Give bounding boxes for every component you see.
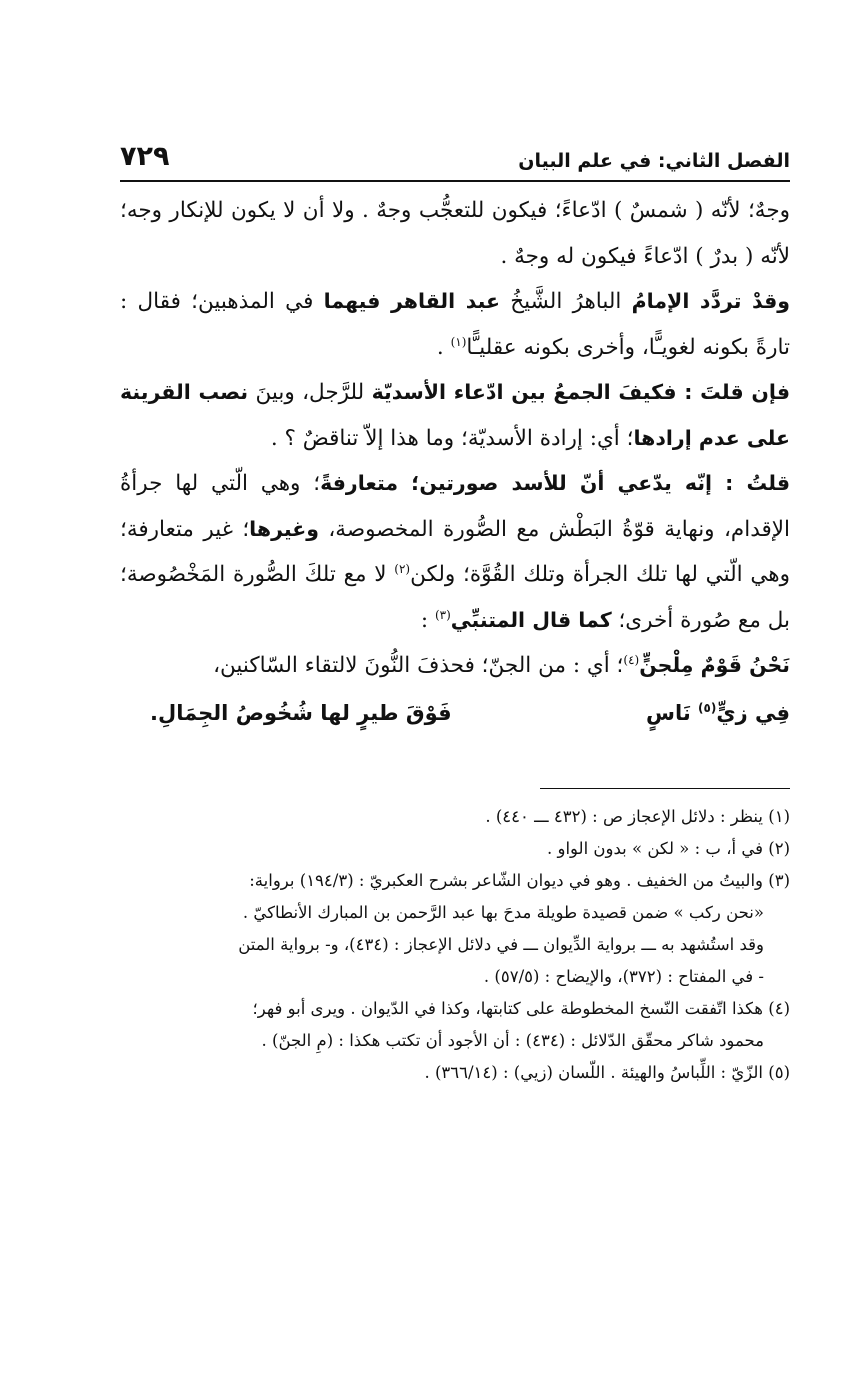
bold-phrase: كما قال المتنبِّي	[450, 607, 612, 632]
paragraph-1	[120, 188, 790, 279]
footnote-ref-3[interactable]: (٣)	[434, 607, 451, 622]
running-header	[120, 130, 790, 182]
footnote-ref-1[interactable]: (١)	[450, 334, 467, 349]
footnote-1: (١) ينظر : دلائل الإعجاز ص : (٤٣٢ ـــ ٤٤٠) .	[485, 807, 790, 826]
text-run: الباهرُ الشَّيخُ	[499, 289, 632, 314]
bold-phrase: عبد القاهر فيهما	[323, 289, 500, 313]
page-number: ٧٢٩	[120, 141, 170, 172]
bold-phrase: وقدْ تردَّد الإمامُ	[631, 289, 791, 313]
text-run: ؛ غير متعارفة؛ وهي الّتي لها تلك الجرأة وتلك القُوَّة؛ ولكن	[120, 516, 790, 587]
bold-phrase: فإن قلتَ : فكيفَ الجمعُ بين ادّعاء الأسديّة	[371, 380, 790, 404]
paragraph-2	[120, 279, 790, 370]
verse-second-hemistich: فَوْقَ طيرٍ لها شُخُوصُ الجِمَالِ.	[150, 700, 452, 725]
paragraph-4	[120, 461, 790, 643]
footnote-3-line-4: - في المفتاح : (٣٧٢)، والإيضاح : (٥٧/٥) .	[483, 967, 764, 986]
footnote-3: (٣) والبيتُ من الخفيف . وهو في ديوان الشّاعر بشرح العكبريّ : (١٩٤/٣) برواية:	[249, 871, 790, 890]
paragraph-5	[120, 643, 790, 689]
footnote-ref-5[interactable]: (٥)	[698, 700, 717, 715]
text-run: .	[436, 334, 451, 360]
text-run: :	[420, 607, 435, 633]
footnote-ref-2[interactable]: (٢)	[394, 561, 411, 576]
footnote-5: (٥) الزّيّ : اللِّباسُ والهيئة . اللّسان (زيي) : (٣٦٦/١٤) .	[424, 1063, 790, 1082]
bold-phrase: نصب القرينة على عدم إرادها	[120, 380, 790, 450]
poetry-verse	[120, 691, 790, 737]
footnote-4-line-2: محمود شاكر محقّق الدّلائل : (٤٣٤) : أن الأجود أن تكتب هكذا : (مِ الجنّ) .	[261, 1031, 764, 1050]
footnote-3-line-3: وقد استُشهد به ـــ برواية الدِّيوان ـــ في دلائل الإعجاز : (٤٣٤)، و- برواية المتن	[238, 935, 764, 954]
footnotes	[120, 801, 790, 1089]
text-run: لا مع تلكَ الصُّورة المَخْصُوصة؛ بل مع صُورة أخرى؛	[120, 562, 790, 633]
text-run: في المذهبين؛ فقال : تارةً بكونه لغويـًّا، وأخرى بكونه عقليـًّا	[120, 289, 790, 360]
bold-phrase: نَحْنُ قَوْمٌ مِلْجنٍّ	[639, 653, 790, 677]
footnote-4: (٤) هكذا اتّفقت النّسخ المخطوطة على كتابتها، وكذا في الدّيوان . ويرى أبو فهر؛	[252, 999, 790, 1018]
footnote-3-line-2: «نحن ركب » ضمن قصيدة طويلة مدحَ بها عبد الرَّحمن بن المبارك الأنطاكيّ .	[242, 903, 764, 922]
text-run: للرَّجل، وبينَ	[248, 380, 372, 405]
paragraph-1-text: وجهٌ؛ لأنّه ( شمسٌ ) ادّعاءً؛ فيكون للتعجُّب وجهٌ . ولا أن لا يكون للإنكار وجه؛ لأنّه ( بدرٌ ) ادّعاءً فيكون له وجهٌ .	[120, 198, 790, 269]
bold-phrase: قلتُ : إنّه يدّعي أنّ للأسد صورتين؛ متعارفةً	[320, 471, 790, 495]
footnote-separator	[540, 788, 790, 789]
footnote-2: (٢) في أ، ب : « لكن » بدون الواو .	[546, 839, 790, 858]
book-page	[120, 130, 790, 1089]
text-run: ؛ أي : من الجنّ؛ فحذفَ النُّونَ لالتقاء السّاكنين،	[213, 653, 624, 678]
bold-phrase: وغيرها	[249, 516, 319, 541]
paragraph-3	[120, 370, 790, 461]
text-run: ؛ وهي الّتي لها جرأةُ الإقدام، ونهاية قوّةُ البَطْش مع الصُّورة المخصوصة،	[120, 471, 790, 542]
verse-first-hemistich: فِي زيٍّ$^{(٥)}$ نَاسٍ	[645, 700, 790, 725]
text-run: ؛ أي: إرادة الأسديّة؛ وما هذا إلاّ تناقضٌ ؟ .	[270, 425, 634, 451]
main-text	[120, 188, 790, 736]
chapter-title: الفصل الثاني: في علم البيان	[518, 150, 790, 172]
footnote-ref-4[interactable]: (٤)	[623, 652, 640, 667]
